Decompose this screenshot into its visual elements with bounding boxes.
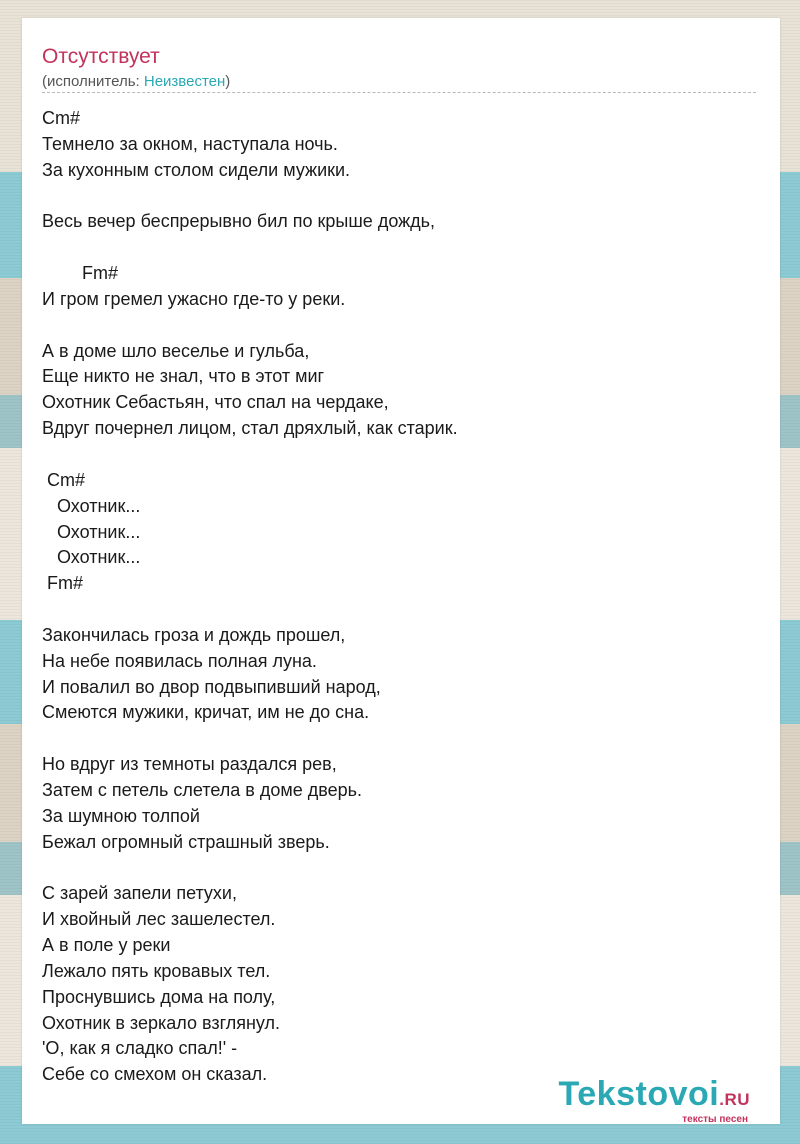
header-divider <box>42 92 756 93</box>
logo-tld: .RU <box>719 1090 750 1109</box>
site-logo[interactable] <box>559 1076 750 1125</box>
artist-line <box>42 73 230 91</box>
artist-prefix: (исполнитель: <box>42 73 144 90</box>
artist-link[interactable]: Неизвестен <box>143 73 226 90</box>
lyrics-text: Cm# Темнело за окном, наступала ночь. За кухонным столом сидели мужики. Весь вечер беспрерывно бил по крыше дождь, Fm# И гром гремел ужасно где-то у реки. А в доме шло веселье и гульба, Еще никто не знал, что в этот миг Охотник Себастьян, что спал на чердаке, Вдруг почернел лицом, стал дряхлый, как старик. Cm# Охотник... Охотник... Охотник... Fm# Закончилась гроза и дождь прошел, На небе появилась полная луна. И повалил во двор подвыпивший народ, Смеются мужики, кричат, им не до сна. Но вдруг из темноты раздался рев, Затем с петель слетела в доме дверь. За шумною толпой Бежал огромный страшный зверь. С зарей запели петухи, И хвойный лес зашелестел. А в поле у реки Лежало пять кровавых тел. Проснувшись дома на полу, Охотник в зеркало взглянул. 'О, как я сладко спал!' - Себе со смехом он сказал. <box>42 108 458 1085</box>
artist-suffix: ) <box>225 73 231 90</box>
logo-name: Tekstovoi <box>558 1075 720 1113</box>
song-title: Отсутствует <box>42 45 160 68</box>
logo-tagline: тексты песен <box>682 1114 748 1125</box>
lyrics-sheet <box>22 18 780 1124</box>
